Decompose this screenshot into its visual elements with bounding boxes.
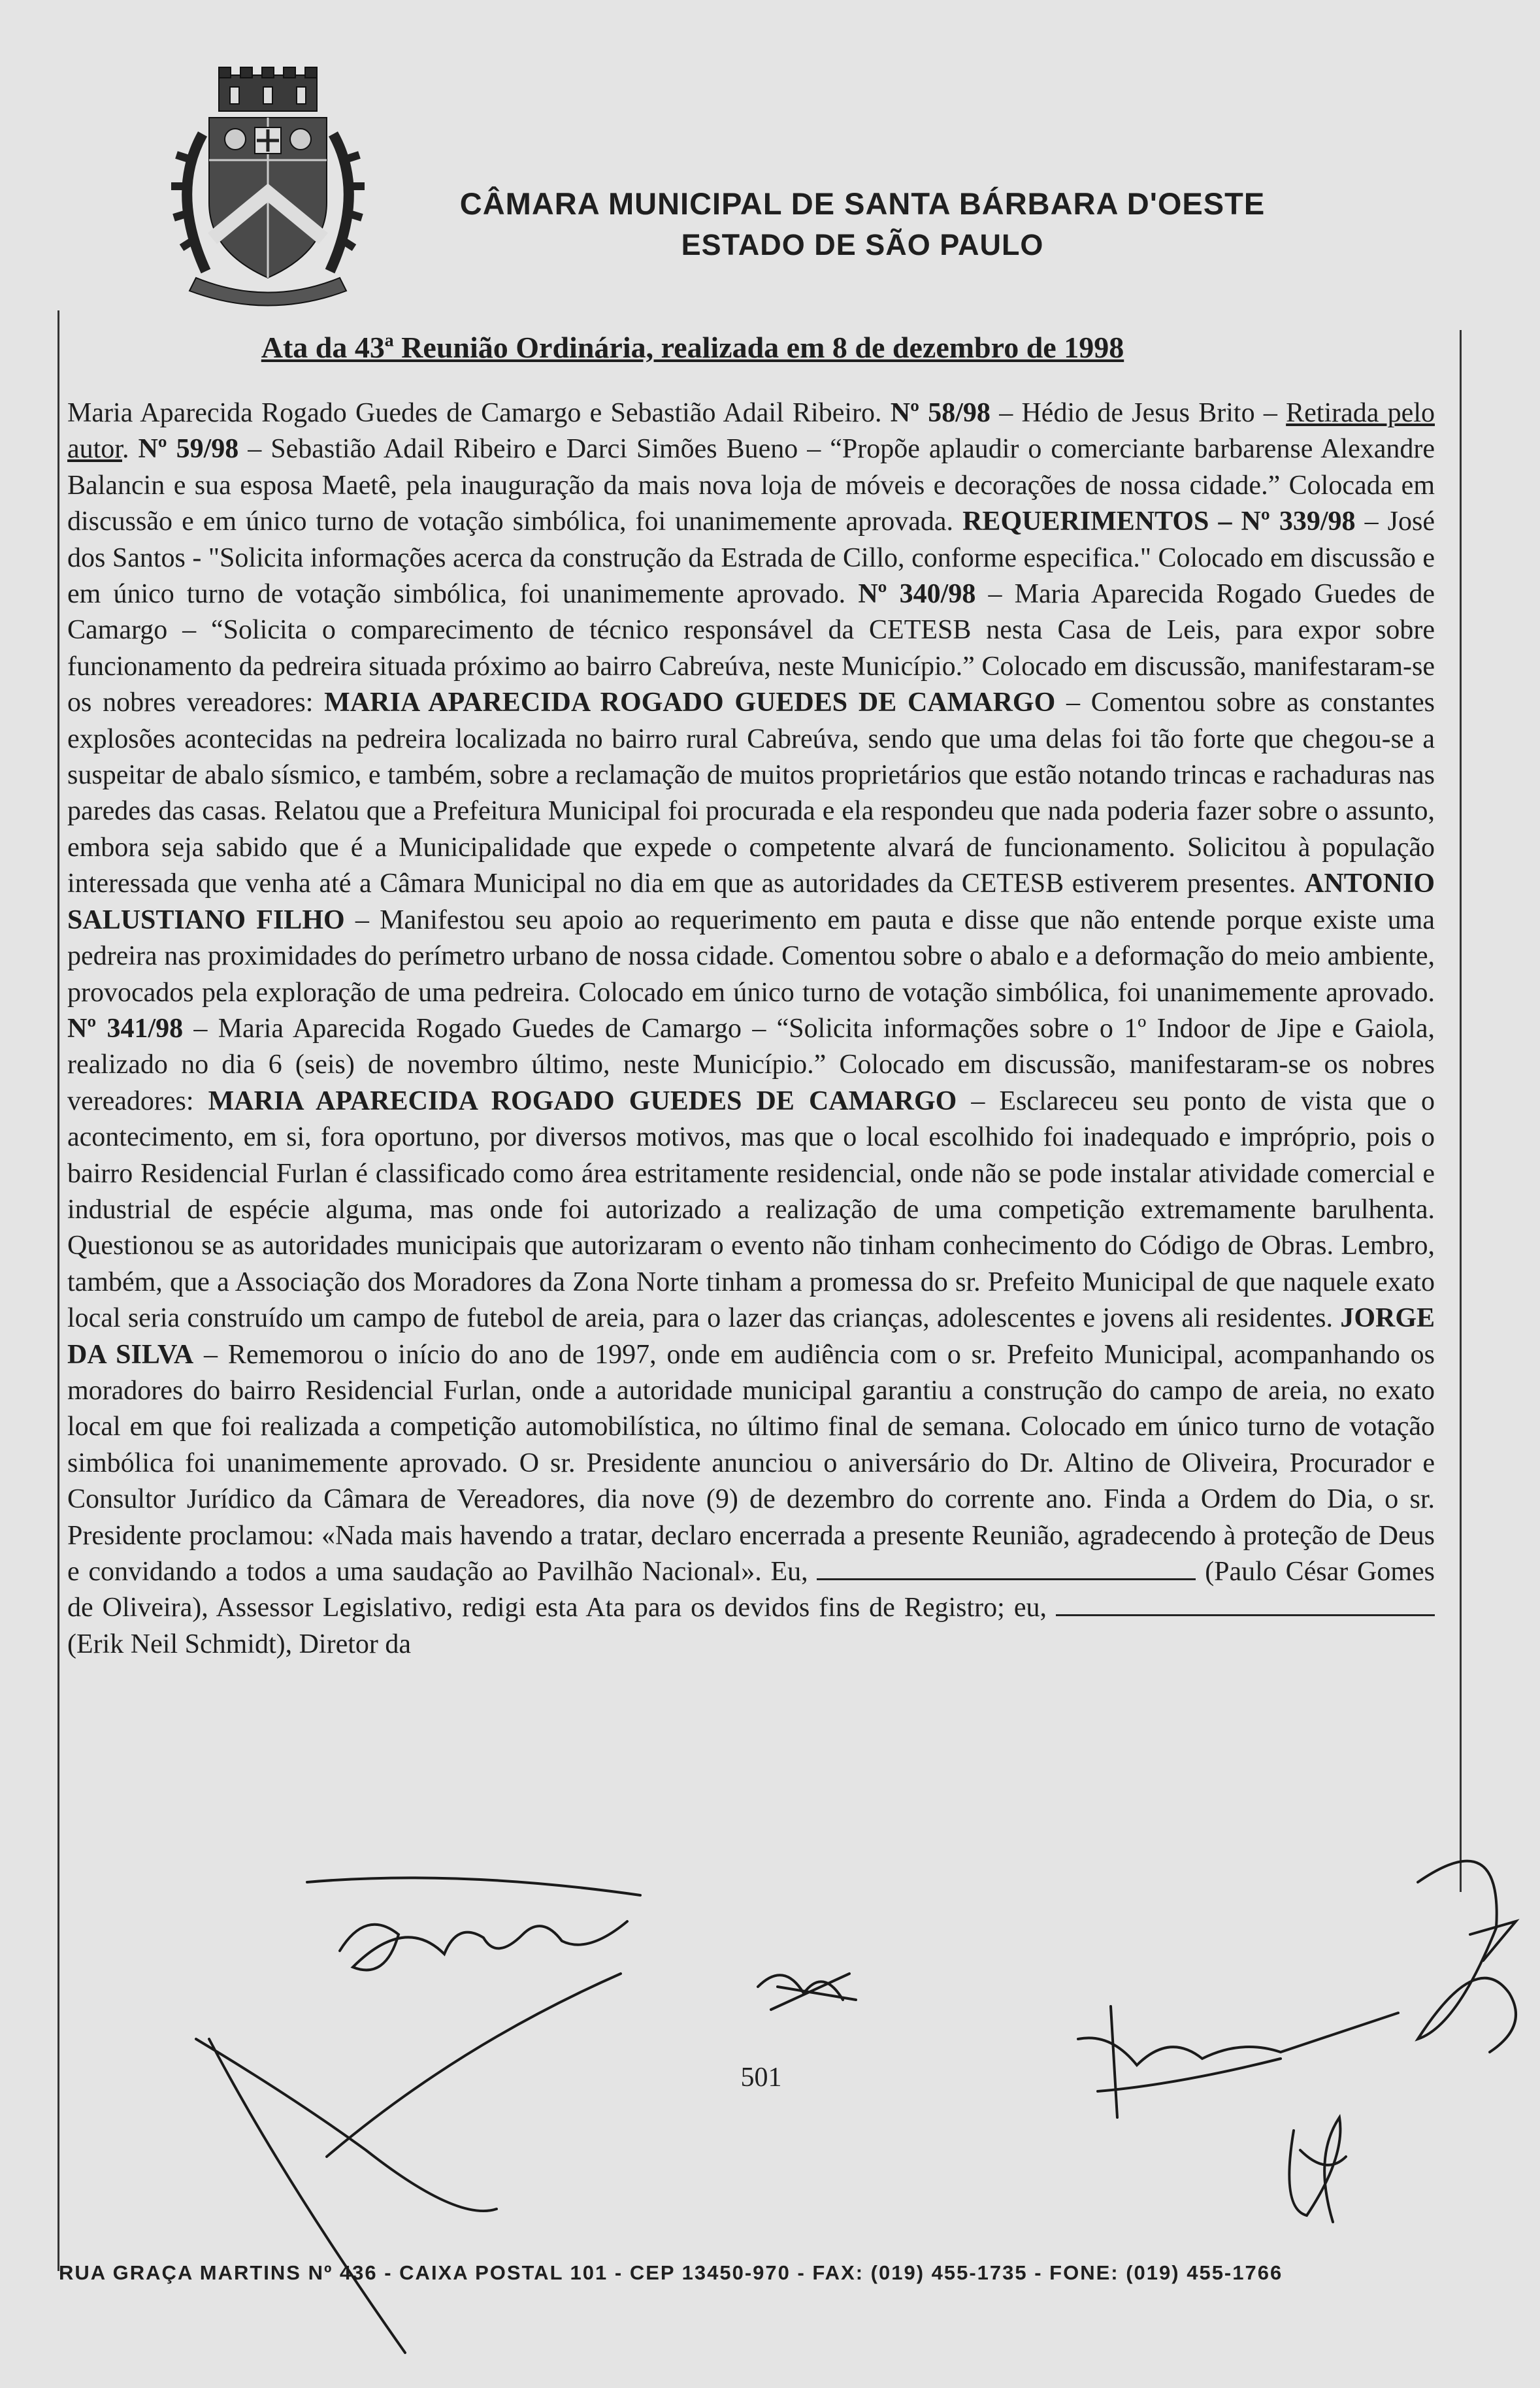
signature-secretary <box>340 1921 627 1970</box>
speaker-name: ANTONIO SALUSTIANO FILHO <box>67 869 1435 935</box>
signature-director <box>758 1974 856 2010</box>
text-run: – Esclareceu seu ponto de vista que o acontecimento, em si, fora oportuno, por diversos motivos, mas que o local escolhido foi inadequado e impróprio, pois o bairro Residencial Furlan é classificado como área estritamente residencial, onde não se pode instalar atividade comercial e industrial de espécie alguma, mas onde foi autorizado a realização de uma competição extremamente barulhenta. Questionou se as autoridades municipais que autorizaram o evento não tinham conhecimento do Código de Obras. Lembro, também, que a Associação dos Moradores da Zona Norte tinham a promessa do sr. Prefeito Municipal de que naquele exato local seria construído um campo de futebol de areia, para o lazer das crianças, adolescentes e jovens ali residentes. <box>67 1086 1435 1334</box>
item-number: Nº 340/98 <box>858 579 976 610</box>
section-heading: REQUERIMENTOS – Nº 339/98 <box>962 506 1356 537</box>
speaker-name: MARIA APARECIDA ROGADO GUEDES DE CAMARGO <box>324 688 1056 718</box>
item-number: Nº 59/98 <box>138 434 239 465</box>
speaker-name: MARIA APARECIDA ROGADO GUEDES DE CAMARGO <box>208 1086 957 1116</box>
signature-margin-right <box>1418 1861 1516 2052</box>
signature-bottom-left <box>196 1974 621 2353</box>
withdrawn-note: Retirada pelo autor <box>67 398 1435 465</box>
text-run: – Comentou sobre as constantes explosões acontecidas na pedreira localizada no bairro rural Cabreúva, sendo que uma delas foi tão forte que chegou-se a suspeitar de abalo sísmico, e também, sobre a reclamação de muitos proprietários que estão notando trincas e rachaduras nas paredes das casas. Relatou que a Prefeitura Municipal foi procurada e ela respondeu que nada poderia fazer sobre o assunto, embora seja sabido que é a Municipalidade que expede o competente alvará de funcionamento. Solicitou à população interessada que venha até a Câmara Municipal no dia em que as autoridades da CETESB estiverem presentes. <box>67 688 1435 899</box>
address-footer: RUA GRAÇA MARTINS Nº 436 - CAIXA POSTAL 101 - CEP 13450-970 - FAX: (019) 455-1735 - FONE: (019) 455-1766 <box>59 2261 1283 2284</box>
minutes-paragraph <box>67 395 1435 1663</box>
signature-bottom-center <box>1078 2006 1398 2117</box>
minutes-title: Ata da 43ª Reunião Ordinária, realizada em 8 de dezembro de 1998 <box>261 331 1124 364</box>
text-run: Maria Aparecida Rogado Guedes de Camargo e Sebastião Adail Ribeiro. <box>67 398 891 428</box>
item-number: Nº 58/98 <box>890 398 991 428</box>
signature-line <box>1056 1592 1435 1616</box>
text-run: (Erik Neil Schmidt), Diretor da <box>67 1629 412 1659</box>
margin-line-left <box>57 310 59 2271</box>
margin-line-right <box>1460 330 1462 1892</box>
text-run: – Hédio de Jesus Brito – <box>990 398 1286 428</box>
page-number: 501 <box>740 2063 782 2093</box>
text-run: – Rememorou o início do ano de 1997, onde em audiência com o sr. Prefeito Municipal, acompanhando os moradores do bairro Residencial Furlan, onde a autoridade municipal garantiu a construção do campo de areia, no exato local em que foi realizada a competição automobilística, no último final de semana. Colocado em único turno de votação simbólica foi unanimemente aprovado. O sr. Presidente anunciou o aniversário do Dr. Altino de Oliveira, Procurador e Consultor Jurídico da Câmara de Vereadores, dia nove (9) de dezembro do corrente ano. Finda a Ordem do Dia, o sr. Presidente proclamou: «Nada mais havendo a tratar, declaro encerrada a presente Reunião, agradecendo à proteção de Deus e convidando a todos a uma saudação ao Pavilhão Nacional». Eu, <box>67 1339 1435 1587</box>
state-name: ESTADO DE SÃO PAULO <box>681 228 1044 261</box>
speaker-name: JORGE DA SILVA <box>67 1303 1435 1370</box>
coat-of-arms-icon <box>157 62 379 310</box>
text-run: – Manifestou seu apoio ao requerimento em pauta e disse que não entende porque existe uma pedreira nas proximidades do perímetro urbano de nossa cidade. Comentou sobre o abalo e a deformação do meio ambiente, provocados pela exploração de uma pedreira. Colocado em único turno de votação simbólica, foi unanimemente aprovado. <box>67 904 1435 1008</box>
text-run: (Paulo César Gomes de Oliveira), Assessor Legislativo, redigi esta Ata para os devidos fins de Registro; eu, <box>67 1557 1435 1623</box>
minutes-body <box>67 395 1435 1663</box>
signature-line <box>817 1556 1196 1580</box>
initials-bottom-right <box>1289 2117 1346 2222</box>
text-run: – Maria Aparecida Rogado Guedes de Camargo – “Solicita o comparecimento de técnico responsável da CETESB nesta Casa de Leis, para expor sobre funcionamento da pedreira situada próximo ao bairro Cabreúva, neste Município.” Colocado em discussão, manifestaram-se os nobres vereadores: <box>67 579 1435 718</box>
institution-name: CÂMARA MUNICIPAL DE SANTA BÁRBARA D'OESTE <box>459 186 1266 221</box>
text-run: . <box>122 434 139 465</box>
text-run: – José dos Santos - "Solicita informações acerca da construção da Estrada de Cillo, conforme especifica." Colocado em discussão e em único turno de votação simbólica, foi unanimemente aprovado. <box>67 506 1435 610</box>
text-run: – Sebastião Adail Ribeiro e Darci Simões Bueno – “Propõe aplaudir o comerciante barbarense Alexandre Balancin e sua esposa Maetê, pela inauguração da mais nova loja de móveis e decorações de nossa cidade.” Colocada em discussão e em único turno de votação simbólica, foi unanimemente aprovada. <box>67 434 1435 537</box>
text-run: – Maria Aparecida Rogado Guedes de Camargo – “Solicita informações sobre o 1º Indoor de Jipe e Gaiola, realizado no dia 6 (seis) de novembro último, neste Município.” Colocado em discussão, manifestaram-se os nobres vereadores: <box>67 1013 1435 1116</box>
item-number: Nº 341/98 <box>67 1013 184 1044</box>
